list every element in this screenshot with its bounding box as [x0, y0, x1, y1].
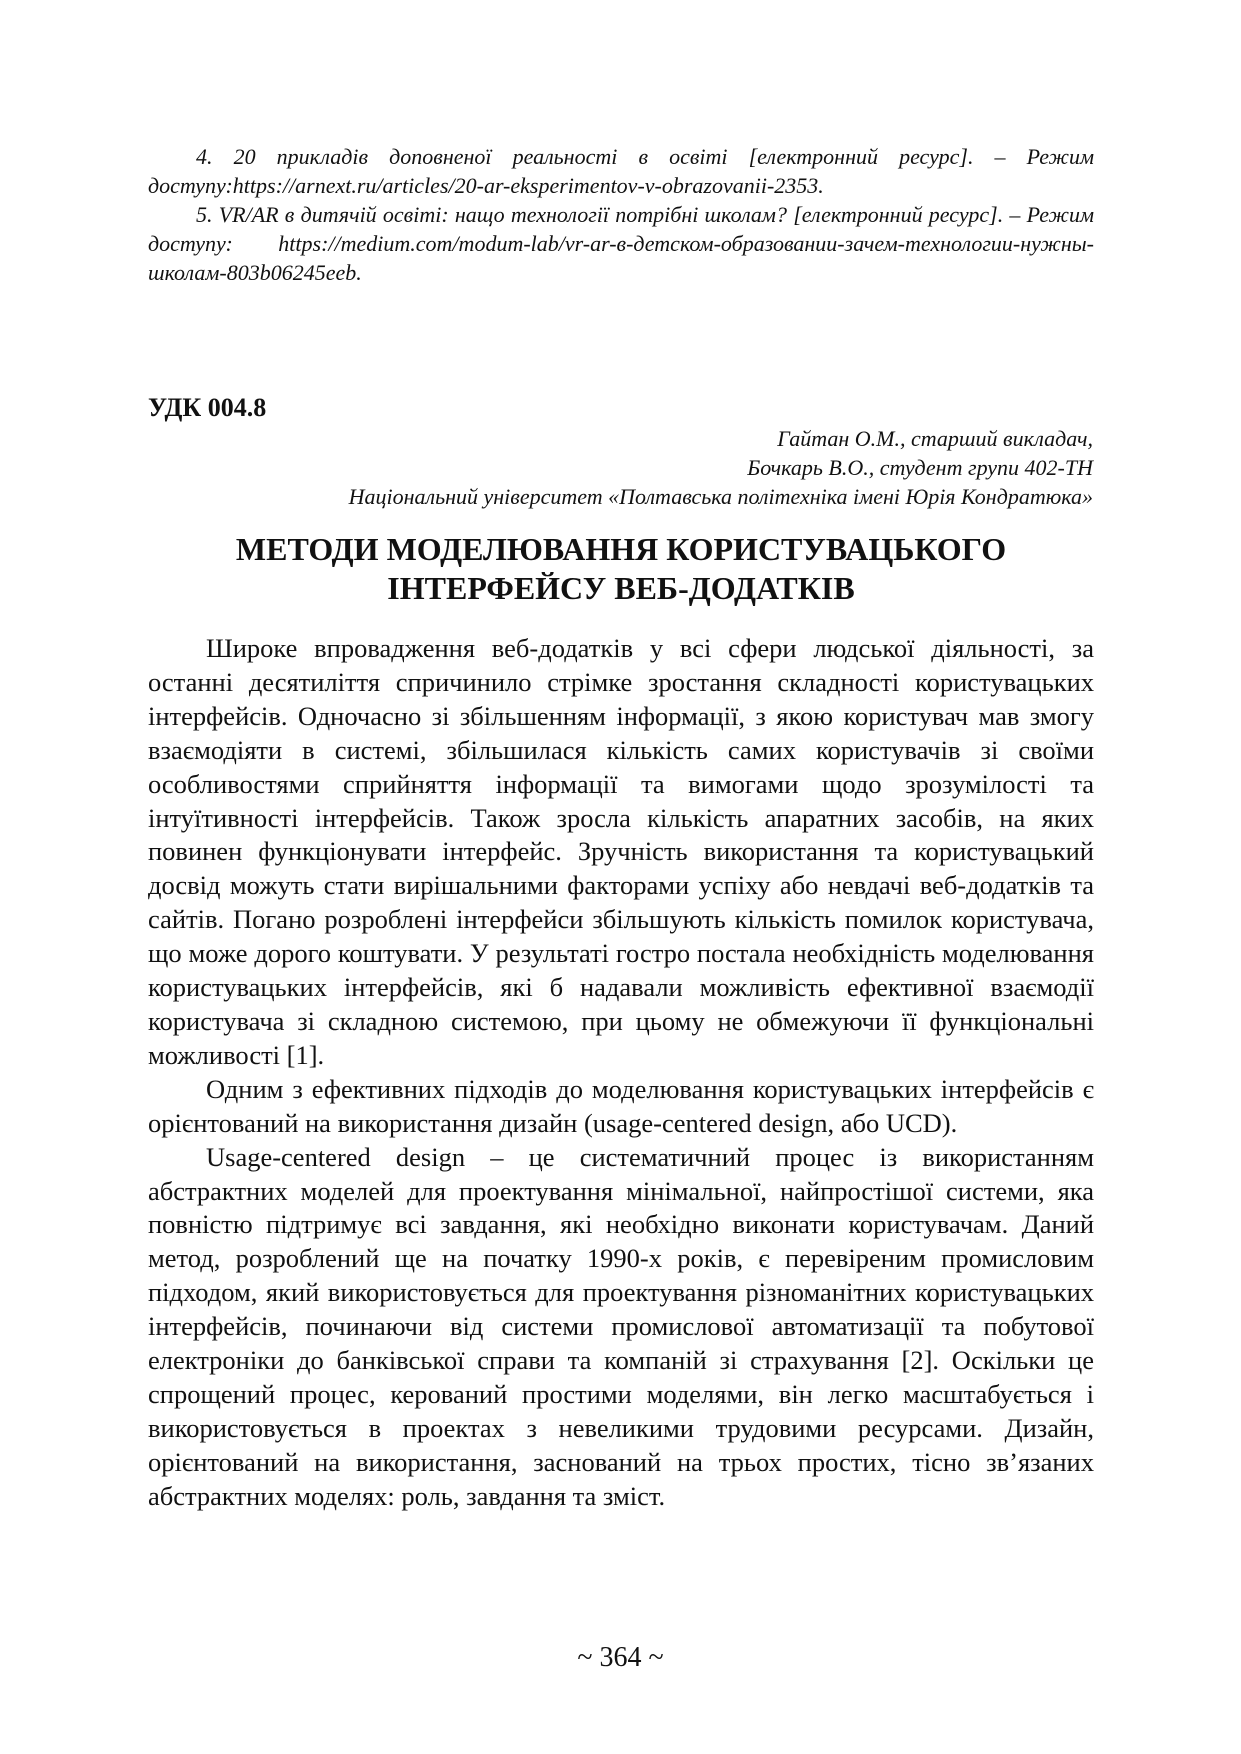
article-body	[148, 632, 1094, 1514]
reference-list	[148, 142, 1094, 287]
paragraph-3: Usage-centered design – це систематичний процес із використанням абстрактних моделей для проектування мінімальної, найпростішої системи, яка повністю підтримує всі завдання, які необхідно виконати користувачам. Даний метод, розроблений ще на початку 1990-х років, є перевіреним промисловим підходом, який використовується для проектування різноманітних користувацьких інтерфейсів, починаючи від системи промислової автоматизації та побутової електроніки до банківської справи та компаній зі страхування [2]. Оскільки це спрощений процес, керований простими моделями, він легко масштабується і використовується в проектах з невеликими трудовими ресурсами. Дизайн, орієнтований на використання, заснований на трьох простих, тісно зв’язаних абстрактних моделях: роль, завдання та зміст.	[148, 1141, 1094, 1511]
paragraph-1: Широке впровадження веб-додатків у всі сфери людської діяльності, за останні десятиліття спричинило стрімке зростання складності користувацьких інтерфейсів. Одночасно зі збільшенням інформації, з якою користувач мав змогу взаємодіяти в системі, збільшилася кількість самих користувачів зі своїми особливостями сприйняття інформації та вимогами щодо зрозумілості та інтуїтивності інтерфейсів. Також зросла кількість апаратних засобів, на яких повинен функціонувати інтерфейс. Зручність використання та користувацький досвід можуть стати вирішальними факторами успіху або невдачі веб-додатків та сайтів. Погано розроблені інтерфейси збільшують кількість помилок користувача, що може дорого коштувати. У результаті гостро постала необхідність моделювання користувацьких інтерфейсів, які б надавали можливість ефективної взаємодії користувача зі складною системою, при цьому не обмежуючи її функціональні можливості [1].	[148, 633, 1094, 1070]
udk-code: УДК 004.8	[148, 393, 267, 422]
author-block	[147, 424, 1093, 511]
title-line-2: ІНТЕРФЕЙСУ ВЕБ-ДОДАТКІВ	[387, 570, 855, 606]
reference-item-4: 4. 20 прикладів доповненої реальності в освіті [електронний ресурс]. – Режим доступу:https://arnext.ru/articles/20-ar-eksperimentov-v-obrazovanii-2353.	[148, 144, 1094, 198]
article-title	[148, 530, 1094, 608]
title-line-1: МЕТОДИ МОДЕЛЮВАННЯ КОРИСТУВАЦЬКОГО	[235, 531, 1007, 567]
author-1: Гайтан О.М., старший викладач,	[777, 426, 1093, 451]
page-number: ~ 364 ~	[577, 1642, 664, 1673]
reference-item-5: 5. VR/AR в дитячій освіті: нащо технології потрібні школам? [електронний ресурс]. – Режим доступу: https://medium.com/modum-lab/vr-ar-в-детском-образовании-зачем-технологии-нужны-школам-803b06245eeb.	[148, 202, 1094, 285]
affiliation: Національний університет «Полтавська політехніка імені Юрія Кондратюка»	[348, 484, 1093, 509]
author-2: Бочкарь В.О., студент групи 402-ТН	[747, 455, 1093, 480]
paragraph-2: Одним з ефективних підходів до моделювання користувацьких інтерфейсів є орієнтований на використання дизайн (usage-centered design, або UCD).	[148, 1073, 1094, 1138]
